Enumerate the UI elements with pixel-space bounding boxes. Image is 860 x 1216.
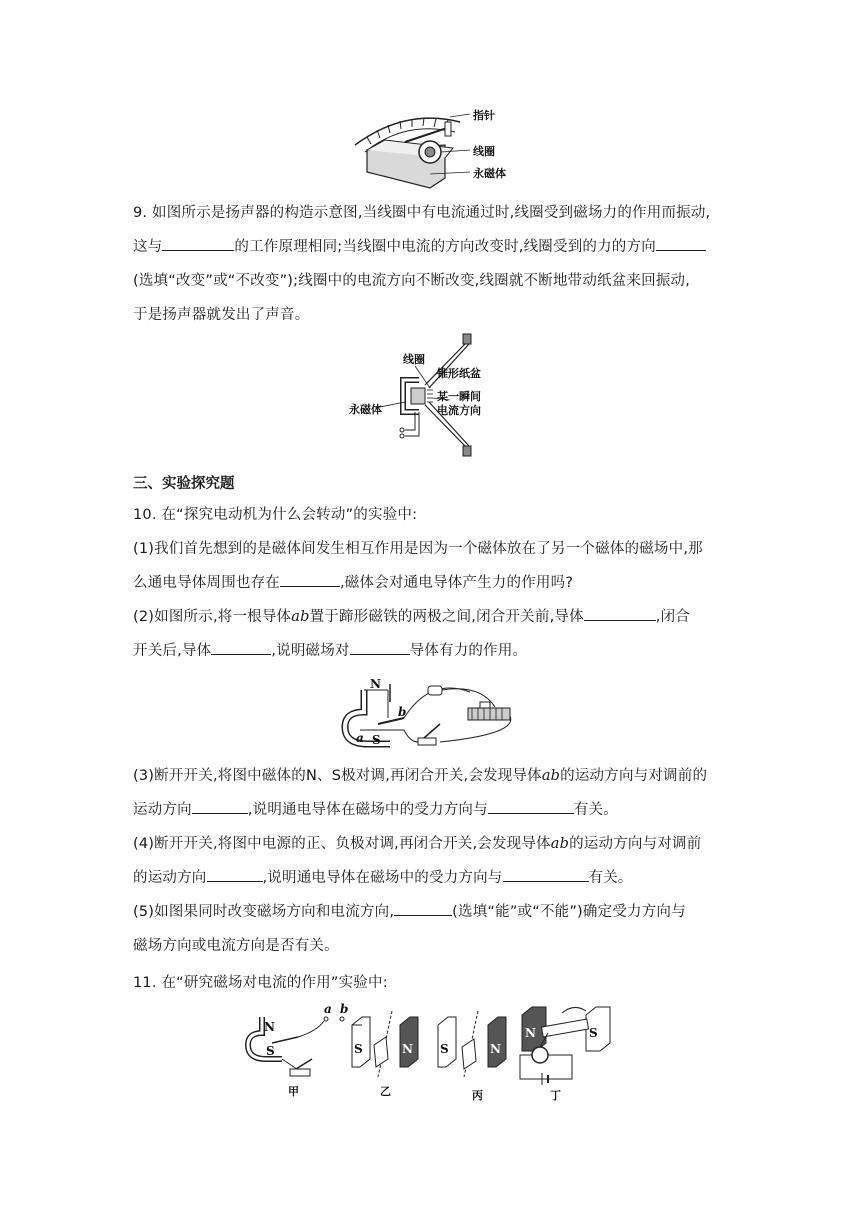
question-10 (133, 498, 733, 668)
answer-blank[interactable] (488, 797, 574, 814)
q10-s5-line2: 磁场方向或电流方向是否有关。 (133, 938, 339, 954)
label-yi: 乙 (380, 1085, 391, 1098)
galvanometer-figure (345, 100, 525, 195)
label-jia-b: b (340, 1003, 349, 1016)
label-north-pole: N (370, 677, 381, 691)
label-a: a (356, 731, 364, 745)
label-jia: 甲 (288, 1085, 299, 1098)
q9-line2: 这与 的工作原理相同;当线圈中电流的方向改变时,线圈受到的力的方向 (133, 230, 733, 264)
label-bing-north: N (490, 1042, 501, 1056)
answer-blank[interactable] (211, 638, 271, 655)
q10-s2-line1: (2)如图所示,将一根导体ab置于蹄形磁铁的两极之间,闭合开关前,导体 ,闭合 (133, 600, 733, 634)
label-permanent-magnet: 永磁体 (473, 167, 506, 180)
label-yi-north: N (402, 1042, 413, 1056)
q10-s1-line1: (1)我们首先想到的是磁体间发生相互作用是因为一个磁体放在了另一个磁体的磁场中,那 (133, 541, 703, 557)
label-cone: 锥形纸盆 (437, 367, 481, 380)
four-experiments-diagram (242, 1003, 622, 1103)
label-ding-south: S (589, 1026, 598, 1040)
label-pointer: 指针 (473, 109, 495, 122)
question-10-continued (133, 759, 733, 963)
galvanometer-diagram (345, 100, 525, 195)
answer-blank[interactable] (503, 865, 589, 882)
question-9 (133, 196, 733, 332)
answer-blank[interactable] (656, 234, 706, 251)
label-yi-south: S (354, 1042, 363, 1056)
motor-experiment-diagram (340, 672, 530, 754)
speaker-diagram (345, 330, 495, 460)
label-bing: 丙 (472, 1089, 483, 1102)
q10-s2-line2: 开关后,导体 ,说明磁场对 导体有力的作用。 (133, 634, 733, 668)
q11-intro: 11. 在“研究磁场对电流的作用”实验中: (133, 975, 388, 991)
q9-line1: 9. 如图所示是扬声器的构造示意图,当线圈中有电流通过时,线圈受到磁场力的作用而振动, (133, 205, 711, 221)
answer-blank[interactable] (394, 899, 452, 916)
label-jia-north: N (264, 1020, 275, 1034)
q10-s5-line1: (5)如图果同时改变磁场方向和电流方向, (选填“能”或“不能”)确定受力方向与 (133, 895, 733, 929)
label-b: b (398, 705, 407, 719)
section-heading: 三、实验探究题 (133, 476, 235, 492)
answer-blank[interactable] (584, 604, 656, 621)
q10-s1-line2: 么通电导体周围也存在 ,磁体会对通电导体产生力的作用吗? (133, 566, 733, 600)
question-11 (133, 966, 733, 1000)
label-coil: 线圈 (403, 353, 425, 366)
motor-experiment-figure (340, 672, 530, 754)
label-coil: 线圈 (473, 145, 495, 158)
four-experiments-figure (242, 1003, 622, 1103)
answer-blank[interactable] (162, 234, 234, 251)
answer-blank[interactable] (280, 570, 340, 587)
label-ding: 丁 (550, 1089, 561, 1102)
label-ding-north: N (525, 1026, 536, 1040)
q10-s4-line2: 的运动方向 ,说明通电导体在磁场中的受力方向与 有关。 (133, 861, 733, 895)
q9-line3: (选填“改变”或“不改变”);线圈中的电流方向不断改变,线圈就不断地带动纸盆来回振动, (133, 273, 691, 289)
label-permanent-magnet: 永磁体 (349, 403, 382, 416)
label-jia-south: S (266, 1044, 275, 1058)
q10-s4-line1: (4)断开开关,将图中电源的正、负极对调,再闭合开关,会发现导体ab的运动方向与对调前 (133, 836, 702, 852)
answer-blank[interactable] (207, 865, 263, 882)
label-south-pole: S (372, 733, 381, 747)
label-instant: 某一瞬间 (437, 390, 481, 403)
label-jia-a: a (324, 1003, 332, 1016)
q9-line4: 于是扬声器就发出了声音。 (133, 307, 310, 323)
q10-s3-line1: (3)断开开关,将图中磁体的N、S极对调,再闭合开关,会发现导体ab的运动方向与对调前的 (133, 768, 708, 784)
label-bing-south: S (440, 1042, 449, 1056)
answer-blank[interactable] (350, 638, 410, 655)
answer-blank[interactable] (192, 797, 248, 814)
speaker-figure (345, 330, 495, 460)
q10-intro: 10. 在“探究电动机为什么会转动”的实验中: (133, 507, 418, 523)
label-current-direction: 电流方向 (437, 404, 481, 417)
q10-s3-line2: 运动方向 ,说明通电导体在磁场中的受力方向与 有关。 (133, 793, 733, 827)
